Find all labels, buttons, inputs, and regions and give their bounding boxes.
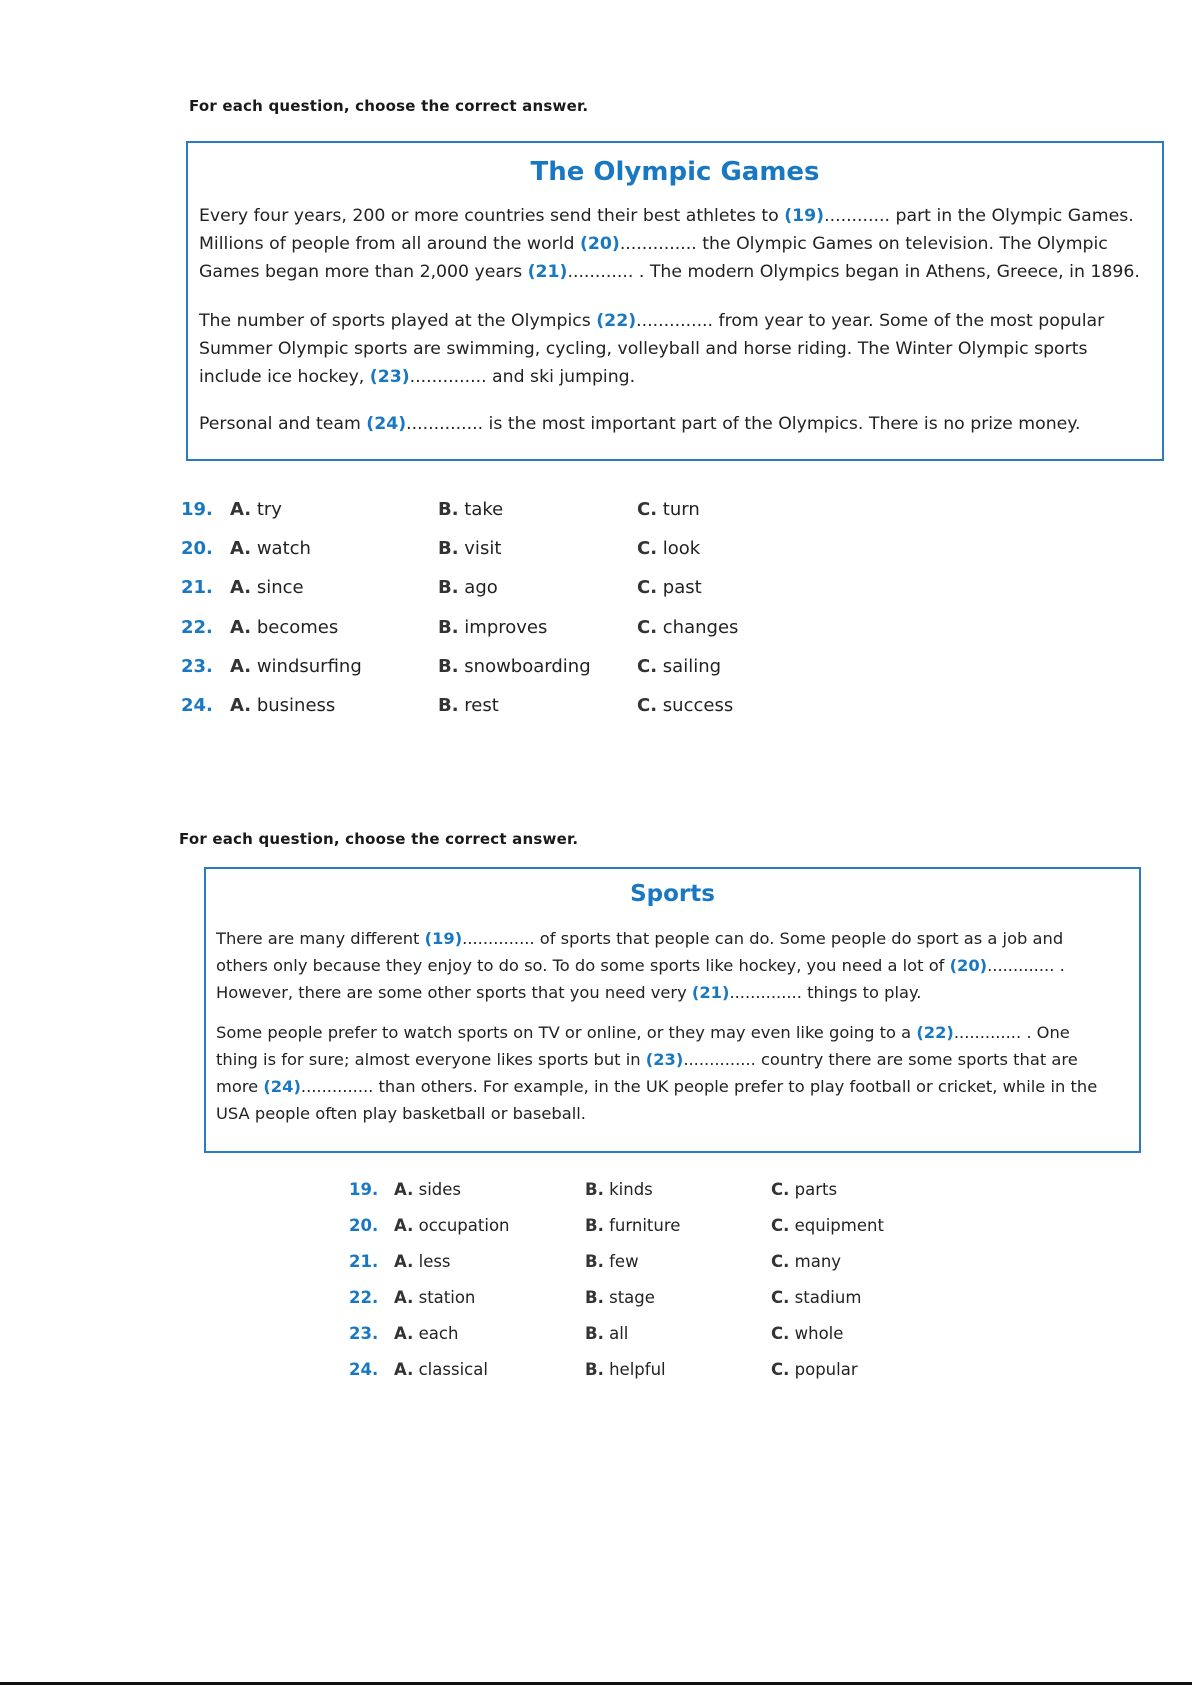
answer-option-a[interactable] xyxy=(230,538,311,559)
passage-text: .............. from year to year. Some of the most popular xyxy=(636,311,1105,331)
passage-text: .............. is the most important part of the Olympics. There is no prize money. xyxy=(406,414,1081,434)
gap-number: (19) xyxy=(784,206,825,226)
passage-line xyxy=(199,230,1140,258)
answer-option-a[interactable] xyxy=(230,499,282,520)
option-text: popular xyxy=(789,1360,858,1379)
option-text: turn xyxy=(657,499,700,520)
option-text: try xyxy=(251,499,282,520)
answer-option-c[interactable] xyxy=(637,695,733,716)
option-text: many xyxy=(789,1252,842,1271)
passage-line xyxy=(216,925,1065,952)
answer-option-a[interactable] xyxy=(394,1360,488,1379)
gap-number: (24) xyxy=(366,414,407,434)
passage-text: .............. of sports that people can do. Some people do sport as a job and xyxy=(462,929,1064,948)
option-letter: B. xyxy=(438,577,459,599)
option-text: past xyxy=(657,577,702,599)
gap-number: (20) xyxy=(949,956,988,975)
passage-line xyxy=(216,1046,1097,1073)
option-letter: B. xyxy=(438,655,459,677)
option-text: take xyxy=(458,499,504,520)
option-text: business xyxy=(251,695,336,716)
passage-text: The number of sports played at the Olympics xyxy=(199,311,597,331)
passage-line xyxy=(199,202,1140,230)
answer-option-c[interactable] xyxy=(637,499,700,520)
option-letter: B. xyxy=(438,616,459,638)
answer-option-c[interactable] xyxy=(637,538,700,559)
passage-text: thing is for sure; almost everyone likes sports but in xyxy=(216,1050,646,1069)
question-number: 22. xyxy=(181,616,213,638)
option-letter: A. xyxy=(394,1252,414,1271)
option-letter: B. xyxy=(585,1360,604,1379)
option-letter: C. xyxy=(637,538,658,560)
option-letter: B. xyxy=(585,1180,604,1199)
passage-line xyxy=(199,307,1104,335)
option-text: sides xyxy=(413,1180,462,1199)
option-text: look xyxy=(657,538,701,560)
answer-option-a[interactable] xyxy=(394,1324,458,1343)
option-letter: A. xyxy=(230,655,252,677)
option-letter: C. xyxy=(771,1216,790,1235)
answer-option-c[interactable] xyxy=(771,1216,884,1235)
option-text: windsurfing xyxy=(251,655,362,677)
passage-paragraph xyxy=(199,410,1081,438)
option-text: station xyxy=(413,1288,476,1307)
passage-paragraph xyxy=(216,925,1065,1006)
answer-option-c[interactable] xyxy=(771,1288,861,1307)
option-text: whole xyxy=(789,1324,844,1343)
option-letter: C. xyxy=(637,695,658,716)
answer-option-a[interactable] xyxy=(230,617,338,638)
answer-option-b[interactable] xyxy=(438,695,499,716)
option-text: becomes xyxy=(251,616,339,638)
answer-option-b[interactable] xyxy=(585,1324,628,1343)
answer-option-b[interactable] xyxy=(438,577,498,598)
option-text: visit xyxy=(458,538,502,560)
passage-text: However, there are some other sports that you need very xyxy=(216,983,692,1002)
passage-text: Every four years, 200 or more countries send their best athletes to xyxy=(199,206,785,226)
answer-option-b[interactable] xyxy=(438,499,503,520)
passage-text: .............. country there are some sports that are xyxy=(683,1050,1078,1069)
answer-option-b[interactable] xyxy=(585,1288,655,1307)
instruction-text: For each question, choose the correct answer. xyxy=(189,97,589,115)
option-text: success xyxy=(657,695,734,716)
option-text: all xyxy=(603,1324,629,1343)
answer-option-b[interactable] xyxy=(438,538,501,559)
passage-title: Sports xyxy=(630,881,715,907)
passage-line xyxy=(199,363,1104,391)
option-text: equipment xyxy=(789,1216,884,1235)
answer-option-b[interactable] xyxy=(585,1180,653,1199)
option-text: rest xyxy=(458,695,499,716)
option-text: less xyxy=(413,1252,451,1271)
option-letter: C. xyxy=(637,499,658,520)
option-letter: A. xyxy=(230,695,252,716)
answer-option-a[interactable] xyxy=(394,1288,475,1307)
answer-option-c[interactable] xyxy=(637,617,738,638)
answer-option-c[interactable] xyxy=(771,1252,841,1271)
passage-paragraph xyxy=(216,1019,1097,1127)
passage-text: include ice hockey, xyxy=(199,367,370,387)
passage-line xyxy=(216,952,1065,979)
passage-text: others only because they enjoy to do so. To do some sports like hockey, you need a lot of xyxy=(216,956,950,975)
gap-number: (20) xyxy=(579,234,620,254)
passage-text: ............. . xyxy=(987,956,1065,975)
question-number: 24. xyxy=(349,1360,379,1379)
option-letter: B. xyxy=(585,1216,604,1235)
option-letter: C. xyxy=(771,1180,790,1199)
option-letter: A. xyxy=(394,1360,414,1379)
passage-text: ............ part in the Olympic Games. xyxy=(824,206,1134,226)
answer-option-b[interactable] xyxy=(585,1216,680,1235)
answer-option-b[interactable] xyxy=(585,1360,666,1379)
question-number: 24. xyxy=(181,695,213,716)
option-text: improves xyxy=(458,616,548,638)
gap-number: (23) xyxy=(369,367,410,387)
answer-option-a[interactable] xyxy=(394,1216,510,1235)
passage-paragraph xyxy=(199,202,1140,286)
passage-line xyxy=(199,335,1104,363)
option-letter: C. xyxy=(637,577,658,599)
passage-text: Summer Olympic sports are swimming, cycling, volleyball and horse riding. The Winter Olympic sports xyxy=(199,339,1088,359)
answer-option-c[interactable] xyxy=(771,1324,843,1343)
passage-text: There are many different xyxy=(216,929,425,948)
answer-option-a[interactable] xyxy=(394,1180,461,1199)
option-text: each xyxy=(413,1324,459,1343)
option-letter: C. xyxy=(771,1288,790,1307)
option-letter: B. xyxy=(438,538,459,560)
answer-option-a[interactable] xyxy=(230,695,335,716)
passage-text: Personal and team xyxy=(199,414,367,434)
option-text: stadium xyxy=(789,1288,862,1307)
answer-option-a[interactable] xyxy=(394,1252,451,1271)
option-letter: B. xyxy=(585,1288,604,1307)
option-letter: B. xyxy=(438,695,459,716)
passage-line xyxy=(199,410,1081,438)
option-letter: C. xyxy=(771,1360,790,1379)
answer-option-b[interactable] xyxy=(438,617,547,638)
passage-text: .............. and ski jumping. xyxy=(409,367,636,387)
option-text: snowboarding xyxy=(458,655,591,677)
question-number: 23. xyxy=(349,1324,379,1343)
gap-number: (22) xyxy=(596,311,637,331)
option-letter: C. xyxy=(771,1252,790,1271)
option-letter: A. xyxy=(394,1216,414,1235)
passage-text: Millions of people from all around the world xyxy=(199,234,580,254)
answer-option-c[interactable] xyxy=(771,1180,837,1199)
passage-line xyxy=(199,258,1140,286)
gap-number: (21) xyxy=(691,983,730,1002)
option-letter: A. xyxy=(394,1288,414,1307)
option-letter: B. xyxy=(438,499,459,520)
question-number: 19. xyxy=(181,499,213,520)
passage-paragraph xyxy=(199,307,1104,391)
passage-text: .............. the Olympic Games on television. The Olympic xyxy=(619,234,1108,254)
option-text: sailing xyxy=(657,655,722,677)
passage-text: more xyxy=(216,1077,264,1096)
passage-text: ............ . The modern Olympics began in Athens, Greece, in 1896. xyxy=(567,262,1140,282)
question-number: 19. xyxy=(349,1180,379,1199)
gap-number: (19) xyxy=(424,929,463,948)
passage-text: USA people often play basketball or baseball. xyxy=(216,1104,586,1123)
option-text: furniture xyxy=(603,1216,681,1235)
answer-option-b[interactable] xyxy=(438,656,591,677)
option-text: stage xyxy=(603,1288,655,1307)
option-text: ago xyxy=(458,577,498,599)
passage-text: ............. . One xyxy=(953,1023,1070,1042)
question-number: 20. xyxy=(349,1216,379,1235)
option-text: few xyxy=(603,1252,639,1271)
option-letter: A. xyxy=(394,1180,414,1199)
instruction-text: For each question, choose the correct answer. xyxy=(179,830,579,848)
option-text: watch xyxy=(251,538,311,560)
passage-text: .............. things to play. xyxy=(729,983,922,1002)
option-letter: B. xyxy=(585,1324,604,1343)
option-letter: A. xyxy=(230,616,252,638)
passage-line xyxy=(216,979,1065,1006)
option-letter: C. xyxy=(637,616,658,638)
option-letter: A. xyxy=(394,1324,414,1343)
passage-line xyxy=(216,1100,1097,1127)
option-letter: C. xyxy=(771,1324,790,1343)
answer-option-a[interactable] xyxy=(230,656,362,677)
answer-option-c[interactable] xyxy=(771,1360,858,1379)
option-letter: B. xyxy=(585,1252,604,1271)
option-text: kinds xyxy=(603,1180,653,1199)
question-number: 21. xyxy=(349,1252,379,1271)
passage-line xyxy=(216,1019,1097,1046)
option-text: helpful xyxy=(603,1360,666,1379)
gap-number: (22) xyxy=(916,1023,954,1042)
answer-option-a[interactable] xyxy=(230,577,304,598)
passage-text: Some people prefer to watch sports on TV or online, or they may even like going to a xyxy=(216,1023,917,1042)
passage-text: .............. than others. For example, in the UK people prefer to play football or cricket, while in the xyxy=(300,1077,1098,1096)
gap-number: (24) xyxy=(263,1077,301,1096)
gap-number: (21) xyxy=(527,262,568,282)
passage-text: Games began more than 2,000 years xyxy=(199,262,528,282)
option-letter: A. xyxy=(230,499,252,520)
question-number: 20. xyxy=(181,538,213,560)
question-number: 21. xyxy=(181,577,213,599)
option-text: classical xyxy=(413,1360,488,1379)
passage-line xyxy=(216,1073,1097,1100)
option-letter: A. xyxy=(230,577,252,599)
option-letter: C. xyxy=(637,655,658,677)
gap-number: (23) xyxy=(645,1050,684,1069)
answer-option-b[interactable] xyxy=(585,1252,639,1271)
option-letter: A. xyxy=(230,538,252,560)
option-text: since xyxy=(251,577,304,599)
answer-option-c[interactable] xyxy=(637,656,721,677)
passage-title: The Olympic Games xyxy=(530,157,820,187)
question-number: 22. xyxy=(349,1288,379,1307)
option-text: changes xyxy=(657,616,739,638)
answer-option-c[interactable] xyxy=(637,577,702,598)
question-number: 23. xyxy=(181,655,213,677)
option-text: occupation xyxy=(413,1216,510,1235)
option-text: parts xyxy=(789,1180,838,1199)
